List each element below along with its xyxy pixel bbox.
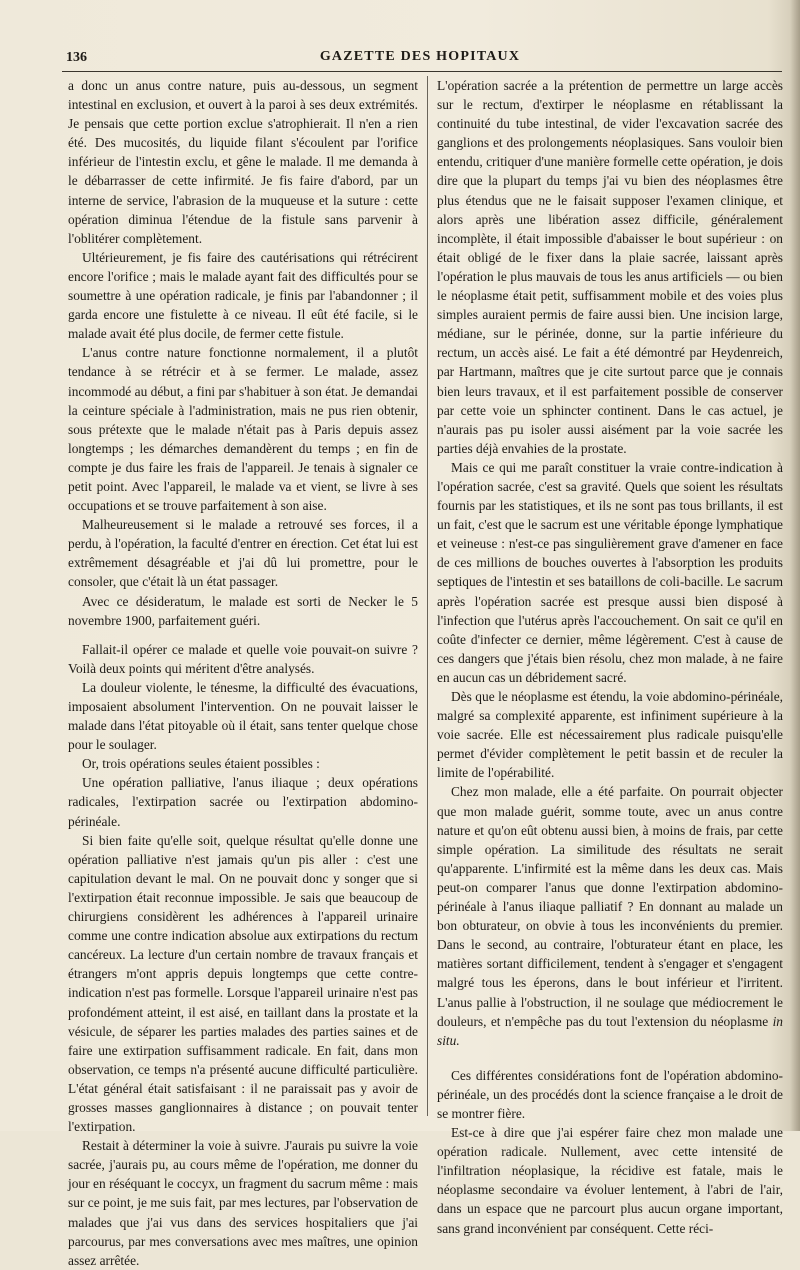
paragraph: Dès que le néoplasme est étendu, la voie abdomino-périnéale, malgré sa complexité apparente, est infiniment supérieure à la voie sacrée. Elle est nécessairement plus radicale puisqu'elle permet d'évider complètement le petit bassin et de reculer la limite de l'opérabilité. xyxy=(437,689,783,781)
paragraph: Est-ce à dire que j'ai espérer faire chez mon malade une opération radicale. Nullement, avec cette intensité de l'infiltration néoplasique, la récidive est fatale, mais le néoplasme secondaire va évoluer lentement, à l'abri de l'air, dans un espace que ne parcourt plus aucun organe important, sans grand inconvénient par conséquent. Cette réci- xyxy=(437,1125,783,1236)
paragraph: a donc un anus contre nature, puis au-dessous, un segment intestinal en exclusion, et ouvert à la paroi à ses deux extrémités. Je pensais que cette portion exclue s'atrophierait. Il n'en a rien été. Des mucosités, du liquide filant s'écoulent par l'orifice inférieur de l'intestin exclu, et gêne le malade. Il me demanda à le débarrasser de cette infirmité. Je fis faire d'abord, par un interne de service, l'abrasion de la muqueuse et la suture : cette opération diminua l'étendue de la fistule sans parvenir à l'oblitérer complètement. xyxy=(68,78,418,246)
paragraph: Ultérieurement, je fis faire des cautérisations qui rétrécirent encore l'orifice ; mais le malade ayant fait des difficultés pour se soumettre à une opération radicale, je finis par l'abandonner ; il garda encore une fistulette à ce niveau. Il eût été facile, si le malade avait été plus docile, de fermer cette fistule. xyxy=(68,249,418,342)
paragraph: Si bien faite qu'elle soit, quelque résultat qu'elle donne une opération palliative n'est jamais qu'un pis aller : c'est une capitulation devant le mal. On ne pouvait donc y songer que si l'extirpation était reconnue impossible. Je sais que beaucoup de chirurgiens considèrent les adhérences à l'appareil urinaire comme une contre indication absolue aux extirpations du rectum cancéreux. La lecture d'un certain nombre de travaux français et étrangers m'ont appris depuis longtemps que cette contre-indication n'est pas formelle. Lorsque l'appareil urinaire n'est pas profondément atteint, il est aisé, en taillant dans la prostate et la vésicule, de séparer les parties malades des parties saines et de faire une extirpation suffisamment radicale. En fait, dans mon observation, ce temps n'a présenté aucune difficulté particulière. L'état général était satisfaisant : il ne paraissait pas y avoir de grosses masses ganglionnaires à distance ; on pouvait tenter l'extirpation. xyxy=(68,832,418,1135)
page-header xyxy=(60,44,780,68)
paragraph: La douleur violente, le ténesme, la difficulté des évacuations, imposaient absolument l'intervention. On ne pouvait laisser le malade dans l'état pitoyable où il était, sans tenter quelque chose pour le soulager. xyxy=(68,679,418,753)
paragraph: Malheureusement si le malade a retrouvé ses forces, il a perdu, à l'opération, la faculté d'entrer en érection. Cet état lui est extrêmement désagréable et j'ai dû lui promettre, pour le consoler, que c'était là un état passager. xyxy=(68,517,418,590)
running-title: GAZETTE DES HOPITAUX xyxy=(319,49,521,64)
paragraph: Ces différentes considérations font de l'opération abdomino-périnéale, un des procédés dont la science française a le droit de se montrer fière. xyxy=(437,1067,783,1121)
paragraph: Avec ce désideratum, le malade est sorti de Necker le 5 novembre 1900, parfaitement guéri. xyxy=(68,593,418,628)
left-column xyxy=(68,76,418,1270)
paragraph: Une opération palliative, l'anus iliaque ; deux opérations radicales, l'extirpation sacrée ou l'extirpation abdomino-périnéale. xyxy=(68,775,418,829)
paragraph: Restait à déterminer la voie à suivre. J'aurais pu suivre la voie sacrée, j'aurais pu, au cours même de l'opération, me donner du jour en réséquant le coccyx, un fragment du sacrum même : mais sur ce point, je me suis fait, par mes lectures, par l'observation de malades que j'ai vus dans des services hospitaliers que j'ai parcourus, par mes conversations avec mes maîtres, une opinion assez arrêtée. xyxy=(68,1138,418,1268)
page-edge-shadow xyxy=(790,0,800,1131)
paragraph: Fallait-il opérer ce malade et quelle voie pouvait-on suivre ? Voilà deux points qui méritent d'être analysés. xyxy=(68,641,418,676)
paragraph: L'anus contre nature fonctionne normalement, il a plutôt tendance à se rétrécir et à se fermer. Le malade, assez incommodé au début, a fini par s'habituer à son état. Je demandai la ceinture spéciale à l'administration, mais ne pus rien obtenir, sous prétexte que le malade n'était pas à Paris depuis assez longtemps ; les démarches demandèrent du temps ; en fin de compte je dus faire les frais de l'appareil. Je tenais à signaler ce petit point. Avec l'appareil, le malade va et vient, se livre à ses occupations et se trouve parfaitement à son aise. xyxy=(68,345,418,514)
paragraph: Mais ce qui me paraît constituer la vraie contre-indication à l'opération sacrée, c'est sa gravité. Quels que soient les résultats fournis par les statistiques, et ils ne sont pas tous brillants, il est un fait, c'est que le sacrum est une véritable éponge lymphatique et veineuse : n'est-ce pas singulièrement grave d'amener en face de ces millions de bouches ouvertes à l'absorption les produits septiques de l'intestin et ses bataillons de coli-bacille. Le sacrum après l'opération sacrée est presque aussi bien disposé à l'infection que l'utérus après l'accouchement. On sait ce qu'il en coûte d'infecter ce dernier, même légèrement. C'est à cause de ces dangers que j'étais bien résolu, chez mon malade, à ne faire en aucun cas un débridement sacré. xyxy=(437,459,783,685)
paragraph xyxy=(437,782,783,1049)
column-divider xyxy=(427,76,428,1116)
right-column xyxy=(437,76,783,1238)
paragraph: Or, trois opérations seules étaient possibles : xyxy=(82,756,320,772)
italic-phrase: in situ. xyxy=(437,1013,783,1048)
header-rule xyxy=(62,71,782,72)
page-number: 136 xyxy=(66,50,87,65)
paragraph: L'opération sacrée a la prétention de permettre un large accès sur le rectum, d'extirper le néoplasme en rétablissant la continuité du tube intestinal, de vider l'excavation sacrée des ganglions et des prolongements néoplasiques. Sans vouloir bien entendu, critiquer d'une manière formelle cette opération, je dois dire que la plupart du temps j'ai vu bien des néoplasmes être plus étendus que ne le faisait supposer l'examen clinique, et alors après une libération assez difficile, généralement incomplète, il était impossible d'abaisser le bout supérieur : on était obligé de le fixer dans la plaie sacrée, laissant après l'opération le plus mauvais de tous les anus artificiels — ou bien le néoplasme était petit, suffisamment mobile et des voies plus simples auraient permis de faire aussi bien. Une incision large, médiane, sur le périnée, donne, sur la partie inférieure du rectum, un accès aisé. Le fait a été démontré par Heydenreich, par Hartmann, maîtres que je cite surtout parce que je connais bien leurs travaux, et il est parfaitement possible de conserver par cette voie un sphincter continent. Dans le cas actuel, je n'aurais pas pu isoler aussi aisément par la voie sacrée les parties déjà envahies de la prostate. xyxy=(437,78,783,456)
paragraph-text: Chez mon malade, elle a été parfaite. On pourrait objecter que mon malade guérit, somme toute, avec un anus contre nature et qu'on eût obtenu aussi bien, à moins de frais, par cette simple opération. La similitude des résultats ne serait qu'apparente. L'infirmité est la même dans les deux cas. Mais peut-on comparer l'anus que donne l'extirpation abdomino-périnéale à l'anus iliaque palliatif ? En donnant au malade un bon obturateur, on obvie à tous les inconvénients du premier. Dans le second, au contraire, l'obturateur étant en place, les matières sortant difficilement, tendent à s'engager et s'engagent malgré tous les éperons, dans le bout inférieur et l'irritent. L'anus pallie à l'obstruction, il ne soulage que médiocrement le douleurs, et n'empêche pas du tout l'extension du néoplasme xyxy=(437,784,783,1029)
